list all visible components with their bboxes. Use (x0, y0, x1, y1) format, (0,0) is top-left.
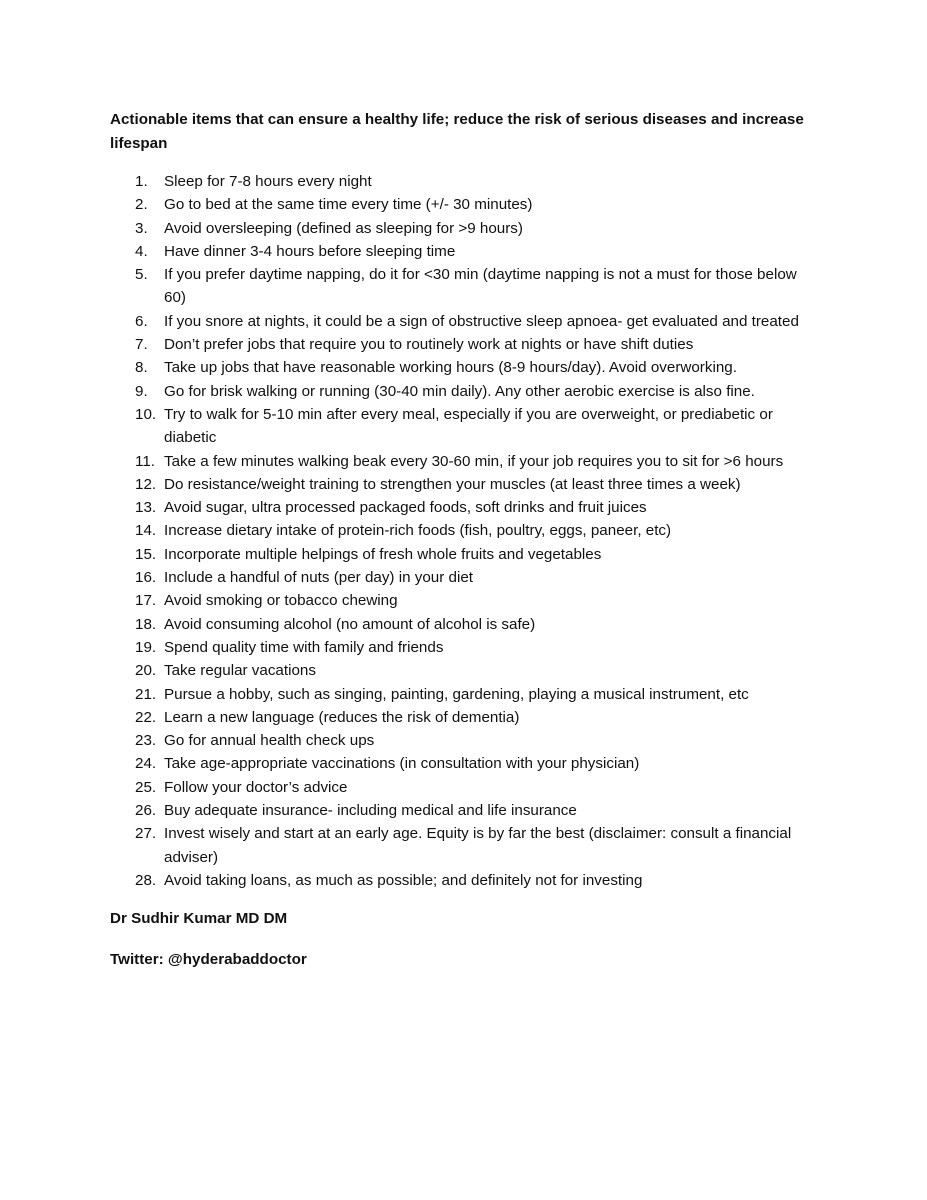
list-item (110, 776, 810, 799)
list-item-number: 3. (135, 219, 148, 237)
list-item (110, 822, 810, 869)
list-item-text: Go to bed at the same time every time (+/- 30 minutes) (164, 196, 533, 214)
list-item-text: Take a few minutes walking beak every 30-60 min, if your job requires you to sit for >6 hours (164, 452, 784, 470)
list-item-number: 6. (135, 312, 148, 330)
list-item (110, 566, 810, 589)
list-item-number: 21. (135, 685, 157, 703)
list-item-number: 26. (135, 802, 157, 820)
list-item (110, 659, 810, 682)
list-item-number: 25. (135, 778, 157, 796)
list-item-number: 15. (135, 545, 157, 563)
list-item-number: 14. (135, 522, 157, 540)
document-page (110, 108, 810, 971)
list-item-text: Avoid sugar, ultra processed packaged foods, soft drinks and fruit juices (164, 499, 647, 517)
list-item-text: Go for brisk walking or running (30-40 min daily). Any other aerobic exercise is also fine. (164, 382, 755, 400)
list-item-text: Incorporate multiple helpings of fresh whole fruits and vegetables (164, 545, 602, 563)
list-item (110, 613, 810, 636)
list-item (110, 333, 810, 356)
list-item (110, 706, 810, 729)
list-item-number: 10. (135, 405, 157, 423)
twitter-handle: Twitter: @hyderabaddoctor (110, 950, 307, 968)
list-item (110, 380, 810, 403)
list-item (110, 240, 810, 263)
list-item-number: 27. (135, 825, 157, 843)
list-item-number: 4. (135, 242, 148, 260)
list-item (110, 683, 810, 706)
list-item-number: 17. (135, 592, 157, 610)
list-item-text: If you prefer daytime napping, do it for <30 min (daytime napping is not a must for those below 60) (164, 266, 797, 307)
list-item-text: Spend quality time with family and friends (164, 638, 444, 656)
list-item-number: 24. (135, 755, 157, 773)
list-item (110, 729, 810, 752)
list-item-text: Take regular vacations (164, 662, 316, 680)
list-item-text: Increase dietary intake of protein-rich foods (fish, poultry, eggs, paneer, etc) (164, 522, 672, 540)
list-item-number: 2. (135, 196, 148, 214)
list-item-number: 5. (135, 266, 148, 284)
list-item-number: 12. (135, 475, 157, 493)
list-item-text: Avoid taking loans, as much as possible; and definitely not for investing (164, 871, 643, 889)
list-item-number: 13. (135, 499, 157, 517)
list-item-text: Try to walk for 5-10 min after every meal, especially if you are overweight, or prediabetic or diabetic (164, 405, 773, 447)
list-item-number: 1. (135, 173, 148, 190)
list-item (110, 752, 810, 775)
document-title: Actionable items that can ensure a healthy life; reduce the risk of serious diseases and increase lifespan (110, 111, 804, 152)
health-items-list (110, 170, 810, 892)
list-item-number: 9. (135, 382, 148, 400)
list-item (110, 356, 810, 379)
list-item-text: Sleep for 7-8 hours every night (164, 173, 372, 190)
list-item (110, 799, 810, 822)
list-item-text: Take up jobs that have reasonable working hours (8-9 hours/day). Avoid overworking. (164, 359, 737, 377)
list-item (110, 310, 810, 333)
list-item-number: 8. (135, 359, 148, 377)
list-item (110, 519, 810, 542)
list-item-text: Avoid smoking or tobacco chewing (164, 592, 398, 610)
list-item (110, 170, 810, 193)
list-item-text: Don’t prefer jobs that require you to routinely work at nights or have shift duties (164, 336, 694, 354)
list-item-text: Do resistance/weight training to strengthen your muscles (at least three times a week) (164, 475, 741, 493)
list-item-text: Learn a new language (reduces the risk of dementia) (164, 708, 520, 726)
list-item (110, 403, 810, 450)
list-item (110, 473, 810, 496)
list-item-text: Buy adequate insurance- including medical and life insurance (164, 802, 577, 820)
list-item-number: 11. (135, 452, 155, 470)
list-item (110, 543, 810, 566)
list-item-number: 19. (135, 638, 157, 656)
author-name: Dr Sudhir Kumar MD DM (110, 910, 288, 928)
list-item (110, 450, 810, 473)
list-item-text: Pursue a hobby, such as singing, painting, gardening, playing a musical instrument, etc (164, 685, 749, 703)
list-item-text: Invest wisely and start at an early age. Equity is by far the best (disclaimer: consult a financial adviser) (164, 825, 792, 866)
list-item-number: 7. (135, 336, 148, 354)
list-item-number: 28. (135, 871, 157, 889)
list-item-text: Have dinner 3-4 hours before sleeping time (164, 242, 456, 260)
list-item (110, 869, 810, 892)
list-item-number: 20. (135, 662, 157, 680)
list-item-number: 18. (135, 615, 157, 633)
list-item-text: Go for annual health check ups (164, 732, 375, 750)
list-item (110, 589, 810, 612)
list-item-number: 16. (135, 569, 157, 587)
list-item (110, 496, 810, 519)
list-item (110, 263, 810, 310)
list-item-text: Avoid consuming alcohol (no amount of alcohol is safe) (164, 615, 536, 633)
list-item (110, 636, 810, 659)
list-item-text: Follow your doctor’s advice (164, 778, 348, 796)
list-item-text: If you snore at nights, it could be a sign of obstructive sleep apnoea- get evaluated and treated (164, 312, 799, 330)
list-item-text: Include a handful of nuts (per day) in your diet (164, 569, 474, 587)
list-item-text: Take age-appropriate vaccinations (in consultation with your physician) (164, 755, 640, 773)
list-item-text: Avoid oversleeping (defined as sleeping for >9 hours) (164, 219, 523, 237)
list-item (110, 217, 810, 240)
list-item-number: 22. (135, 708, 157, 726)
list-item-number: 23. (135, 732, 157, 750)
list-item (110, 193, 810, 216)
